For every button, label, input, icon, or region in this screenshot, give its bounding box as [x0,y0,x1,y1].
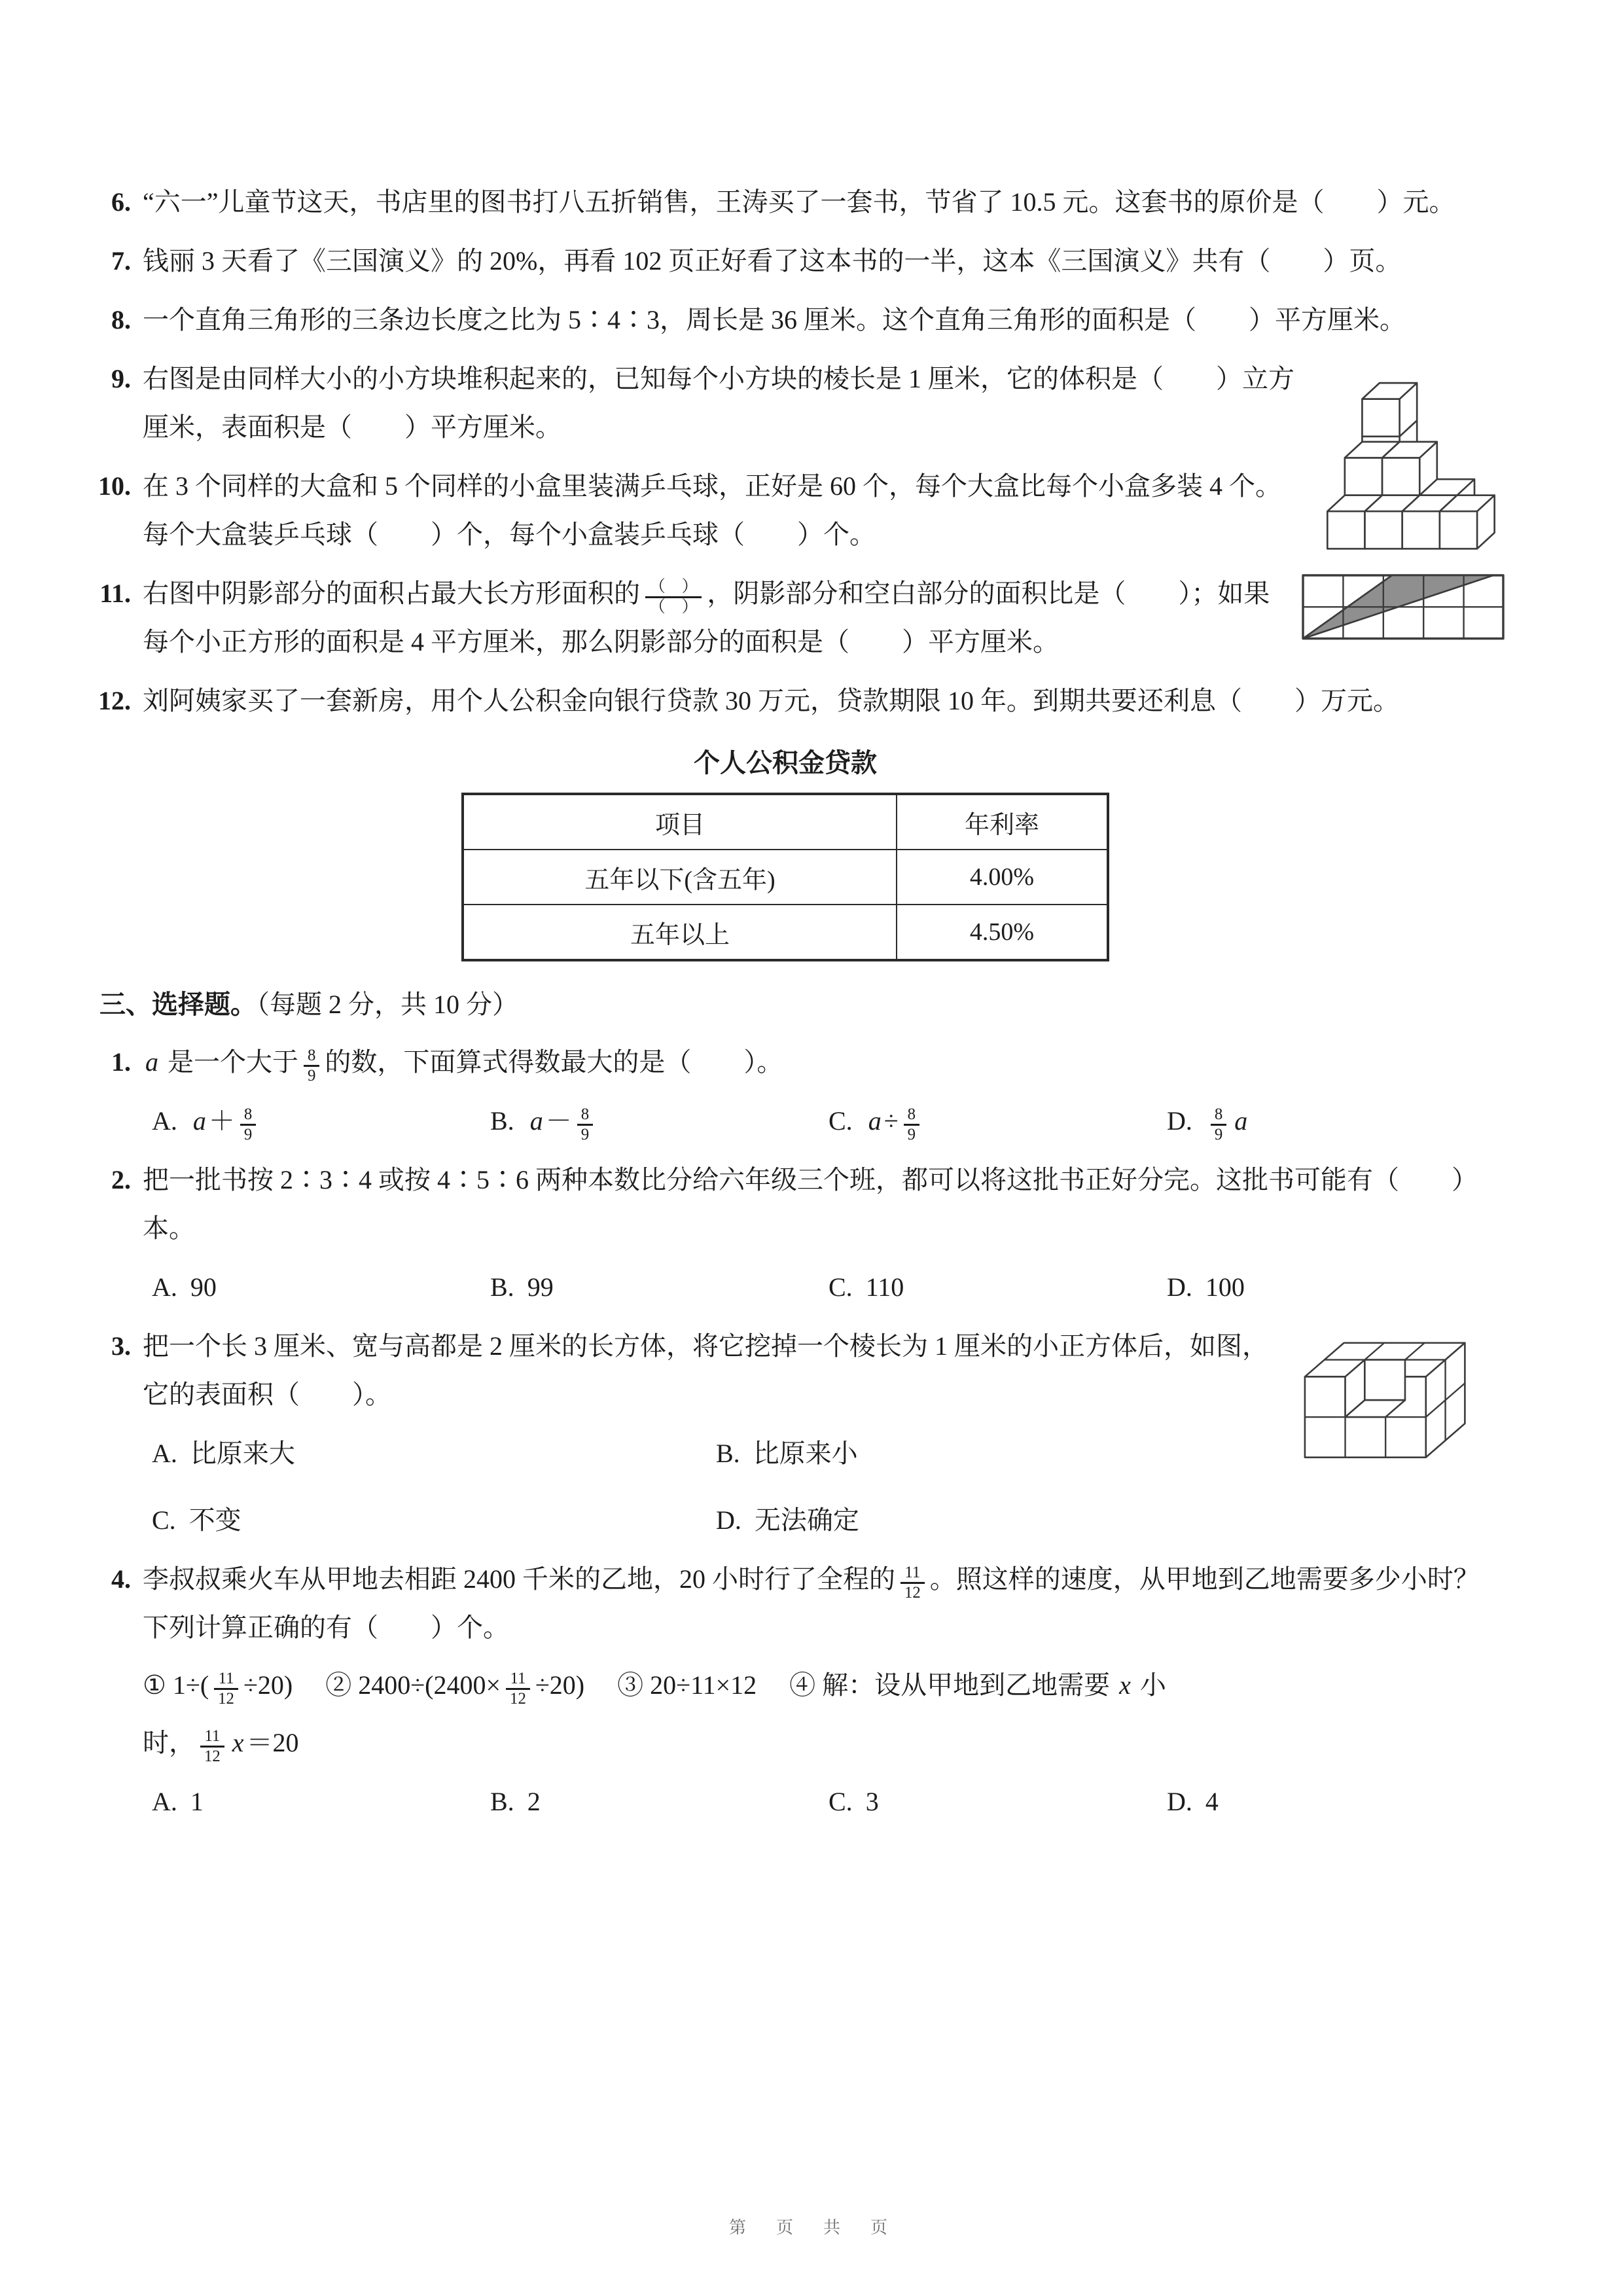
choice-questions-section [65,1038,1505,1826]
option-text [753,1439,858,1468]
option-text [190,1105,261,1144]
question-text: ① 1÷( [143,1670,209,1700]
question [65,569,1505,666]
table-cell: 4.00% [897,850,1108,905]
question-text: ＝20 [246,1728,299,1757]
fraction [304,1047,319,1086]
option [152,1097,490,1145]
option-label: C. [829,1272,853,1302]
question [65,178,1505,226]
question [65,355,1505,452]
question-body [143,187,1455,217]
option-label: B. [490,1106,514,1136]
section-heading-bold: 三、选择题。 [99,990,257,1019]
question [65,462,1505,559]
variable: x [232,1728,244,1757]
grid-shaded-figure [1301,573,1505,641]
loan-table-title: 个人公积金贷款 [694,748,877,778]
question-number: 7. [111,246,131,276]
question-text: 在 3 个同样的大盒和 5 个同样的小盒里装满乒乓球，正好是 60 个，每个大盒比每个小盒多装 4 个。每个大盒装乒乓球（ ）个，每个小盒装乒乓球（ ）个。 [143,471,1281,549]
question [65,296,1505,344]
fraction [901,1564,925,1603]
question-number: 10. [98,471,131,501]
option [829,1263,1167,1312]
option-text [190,1439,295,1468]
question [65,1322,1505,1545]
question-text: 4 [1205,1787,1219,1816]
question-number: 2. [111,1165,131,1194]
question [65,1156,1505,1312]
options-row [152,1097,1505,1145]
table-cell: 五年以上 [463,905,897,960]
option [829,1097,1167,1145]
fraction-denominator: 12 [510,1690,526,1708]
option-text [1205,1105,1250,1144]
table-header-cell: 年利率 [897,794,1108,850]
question-text: 右图中阴影部分的面积占最大长方形面积的 [143,579,640,608]
table-cell: 五年以下(含五年) [463,850,897,905]
option-label: B. [490,1272,514,1302]
option-label: D. [1167,1787,1192,1816]
fraction-numerator: 8 [1211,1105,1226,1126]
question-number: 1. [111,1047,131,1077]
option-label: B. [716,1439,740,1468]
question [65,237,1505,285]
variable: a [145,1047,158,1077]
question-text: 小 [1133,1670,1166,1700]
option-label: C. [829,1787,853,1816]
question-number: 3. [111,1331,131,1361]
question-text: 比原来大 [190,1439,295,1468]
question-text: 是一个大于 [161,1047,298,1077]
section-heading-rest: （每题 2 分，共 10 分） [257,990,518,1019]
option-text [1205,1272,1245,1302]
option-label: C. [152,1505,176,1535]
expression-line [143,1661,1505,1710]
option [152,1263,490,1312]
option [152,1429,716,1478]
variable: a [529,1106,543,1136]
option-label: C. [829,1106,853,1136]
question-number: 8. [111,305,131,334]
question-text: ，阴影部分和空白部分的面积比是（ ）；如果每个小正方形的面积是 4 平方厘米，那么阴影部分的面积是（ ）平方厘米。 [143,579,1270,656]
question-number: 6. [111,187,131,217]
table-header-cell: 项目 [463,794,897,850]
question-text: 1 [190,1787,204,1816]
fill-questions-section [65,178,1505,725]
option [829,1778,1167,1826]
fraction-numerator: 8 [904,1105,919,1126]
fraction [645,578,702,617]
question-body [143,1165,1478,1243]
question-body [143,686,1399,715]
question-text: 100 [1205,1272,1245,1302]
fraction-denominator: 12 [218,1690,234,1708]
fraction-denominator: 12 [904,1584,921,1602]
question-text: 的数，下面算式得数最大的是（ ）。 [325,1047,783,1077]
loan-table-body [463,850,1108,960]
variable: a [1234,1106,1248,1136]
question [65,1555,1505,1826]
question-text: ÷20) ③ 20÷11×12 ④ 解：设从甲地到乙地需要 [535,1670,1117,1700]
table-row [463,850,1108,905]
question-text: 时， [143,1728,195,1757]
question-text: ÷20) ② 2400÷(2400× [243,1670,501,1700]
option-text [755,1505,859,1535]
question-text: 99 [527,1272,554,1302]
option [152,1496,716,1545]
option-text [189,1505,241,1535]
question-text: 110 [865,1272,904,1302]
loan-table [461,793,1109,961]
question [65,1038,1505,1145]
fraction-denominator: 9 [907,1126,916,1144]
options-row [152,1263,1505,1312]
option [716,1496,1280,1545]
fraction [904,1105,919,1145]
variable: a [192,1106,206,1136]
fraction [506,1670,530,1709]
option-text [190,1272,217,1302]
option-text [527,1787,541,1816]
option-label: D. [1167,1106,1192,1136]
option-text [866,1787,879,1816]
section-heading [99,984,1505,1021]
fraction-denominator: 12 [204,1748,221,1766]
fraction [240,1105,256,1145]
option-label: B. [490,1787,514,1816]
option [490,1263,829,1312]
question-body [143,579,1270,656]
question-number: 12. [98,686,131,715]
question-number: 9. [111,364,131,393]
question-text: 无法确定 [754,1505,859,1535]
question-text: － [545,1106,572,1136]
question-text: ÷ [883,1106,899,1136]
question-body [143,305,1406,334]
question-text: 钱丽 3 天看了《三国演义》的 20%，再看 102 页正好看了这本书的一半，这本《三国演义》共有（ ）页。 [143,246,1402,276]
question-text: 一个直角三角形的三条边长度之比为 5∶4∶3，周长是 36 厘米。这个直角三角形的面积是（ ）平方厘米。 [143,305,1406,334]
option-label: A. [152,1787,177,1816]
question-text: 把一个长 3 厘米、宽与高都是 2 厘米的长方体，将它挖掉一个棱长为 1 厘米的小正方体后，如图，它的表面积（ ）。 [143,1331,1268,1409]
option [1167,1778,1505,1826]
option [490,1778,829,1826]
fraction-numerator: 11 [214,1670,238,1691]
option [490,1097,829,1145]
question-text: 右图是由同样大小的小方块堆积起来的，已知每个小方块的棱长是 1 厘米，它的体积是（ ）立方厘米，表面积是（ ）平方厘米。 [143,364,1294,442]
option-label: A. [152,1439,177,1468]
question-text: 3 [865,1787,879,1816]
question-text: 不变 [188,1505,241,1535]
question-number: 4. [111,1564,131,1594]
fraction-denominator: 9 [308,1067,316,1085]
question-body [143,364,1294,442]
table-cell: 4.50% [897,905,1108,960]
option [716,1429,1280,1478]
fraction-denominator: 9 [1214,1126,1223,1144]
option-text [1205,1787,1219,1816]
option-label: D. [1167,1272,1192,1302]
question-text: “六一”儿童节这天，书店里的图书打八五折销售，王涛买了一套书，节省了 10.5 元。这套书的原价是（ ）元。 [143,187,1455,217]
option-label: D. [716,1505,741,1535]
question-text: 李叔叔乘火车从甲地去相距 2400 千米的乙地，20 小时行了全程的 [143,1564,895,1594]
question-text: 2 [527,1787,541,1816]
cuboid-notch-figure [1297,1318,1505,1468]
option-label: A. [152,1272,177,1302]
option [1167,1097,1505,1145]
question-text: 把一批书按 2∶3∶4 或按 4∶5∶6 两种本数比分给六年级三个班，都可以将这批书正好分完。这批书可能有（ ）本。 [143,1165,1478,1243]
variable: a [868,1106,882,1136]
question-body [143,1331,1268,1409]
option-text [190,1787,204,1816]
fraction [577,1105,593,1145]
option-text [866,1105,925,1144]
fraction-numerator: 11 [200,1727,224,1748]
loan-table-head [463,794,1108,850]
fraction [214,1670,238,1709]
question-text: ＋ [208,1106,235,1136]
option [1167,1263,1505,1312]
question-text: 比原来小 [753,1439,858,1468]
question-body [143,246,1401,276]
question-number: 11. [99,579,131,608]
option-text [527,1105,598,1144]
content [65,178,1505,1837]
fraction-denominator: 9 [580,1126,590,1144]
option-text [527,1272,554,1302]
fraction-numerator: 8 [304,1047,319,1067]
options-row [152,1778,1505,1826]
question [65,677,1505,725]
fraction [1211,1105,1226,1145]
option-label: A. [152,1106,177,1136]
option [152,1778,490,1826]
footer-page-label: 第 页 共 页 [728,2218,894,2237]
variable: x [1119,1670,1131,1700]
table-row [463,905,1108,960]
fraction-numerator: 11 [506,1670,530,1691]
fraction [200,1727,224,1767]
fraction-numerator: 8 [240,1105,256,1126]
expression-line [143,1719,1505,1767]
fraction-denominator: （ ） [649,598,698,617]
question-body [143,471,1281,549]
question-body [143,1564,1480,1642]
option-text [866,1272,904,1302]
question-text: 。照这样的速度，从甲地到乙地需要多少小时？下列计算正确的有（ ）个。 [143,1564,1480,1642]
fraction-numerator: 8 [577,1105,593,1126]
fraction-numerator: （ ） [645,578,702,599]
question-text: 刘阿姨家买了一套新房，用个人公积金向银行贷款 30 万元，贷款期限 10 年。到期共要还利息（ ）万元。 [143,686,1399,715]
fraction-numerator: 11 [901,1564,925,1585]
options-row [152,1429,1280,1545]
fraction-denominator: 9 [243,1126,253,1144]
question-body [143,1046,783,1085]
question-text: 90 [190,1272,217,1302]
